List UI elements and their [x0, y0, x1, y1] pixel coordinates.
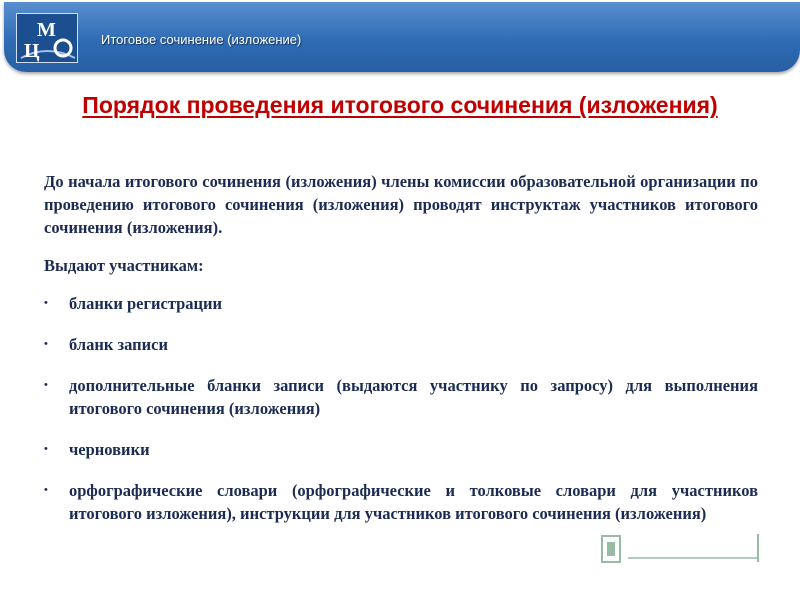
content: [44, 170, 758, 543]
intro-paragraph: До начала итогового сочинения (изложения) члены комиссии образовательной организации по проведению итогового сочинения (изложения) проводят инструктаж участников итогового сочинения (изложения).: [44, 172, 758, 237]
list-item-text: бланки регистрации: [69, 294, 223, 313]
bullet-icon: •: [44, 443, 48, 455]
issued-materials-list: [44, 292, 758, 525]
list-item-text: дополнительные бланки записи (выдаются участнику по запросу) для выполнения итогового сочинения (изложения): [69, 376, 758, 418]
issue-label: Выдают участникам:: [44, 256, 204, 275]
bullet-icon: •: [44, 379, 48, 391]
svg-text:М: М: [37, 19, 56, 41]
bullet-icon: •: [44, 484, 48, 496]
svg-text:Ц: Ц: [24, 40, 40, 62]
bullet-icon: •: [44, 297, 48, 309]
list-item-text: бланк записи: [69, 335, 168, 354]
list-item: [44, 374, 758, 420]
page-title: Порядок проведения итогового сочинения (изложения): [82, 92, 718, 118]
watermark-icon: [598, 528, 768, 568]
list-item-text: орфографические словари (орфографические и толковые словари для участников итогового изложения), инструкции для участников итогового сочинения (изложения): [69, 481, 758, 523]
header-title: Итоговое сочинение (изложение): [101, 32, 302, 47]
list-item: [44, 292, 758, 315]
header-bar: [4, 2, 800, 72]
list-item-text: черновики: [69, 440, 150, 459]
list-item: [44, 479, 758, 525]
list-item: [44, 438, 758, 461]
list-item: [44, 333, 758, 356]
bullet-icon: •: [44, 338, 48, 350]
mco-logo: [16, 13, 78, 63]
